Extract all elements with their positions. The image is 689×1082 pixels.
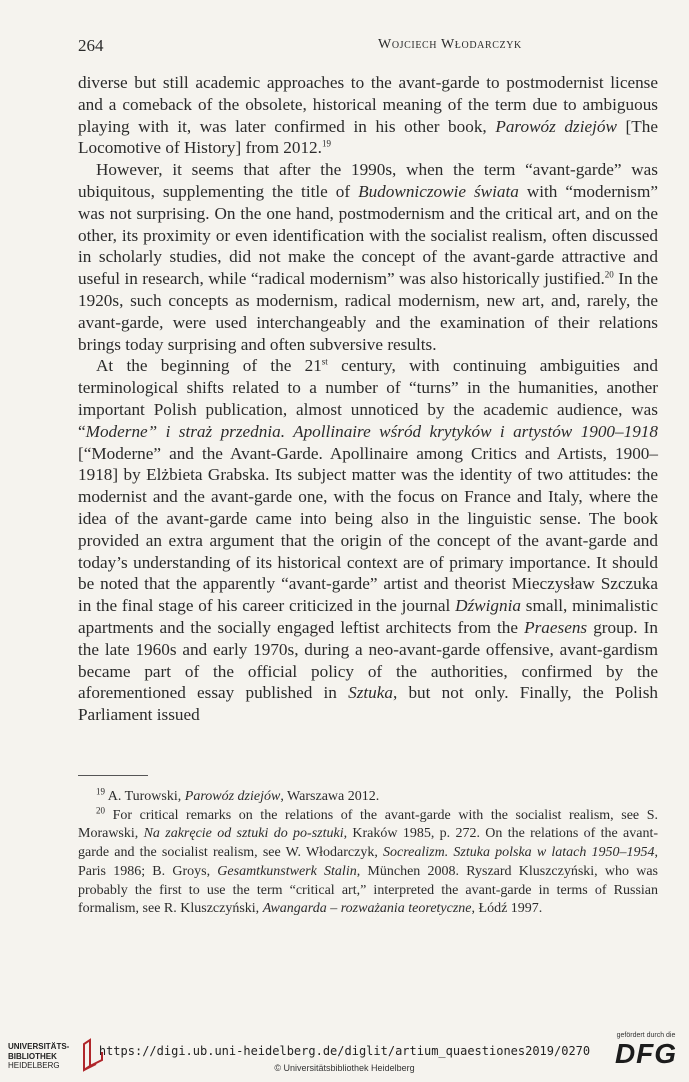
text-run: , Paris 1986; B. Groys,	[78, 845, 658, 879]
footnote-marker: 20	[96, 805, 105, 816]
running-header	[78, 36, 659, 58]
library-logo-line-3: HEIDELBERG	[8, 1061, 60, 1070]
dfg-logo	[611, 1032, 681, 1076]
funder-name: DFG	[614, 1038, 678, 1069]
italic-title: Sztuka	[348, 683, 393, 703]
footnote-marker: 19	[96, 786, 105, 797]
text-run: with “modernism” was not surprising. On the one hand, postmodernism and the critical art, and on the other, its proximity or even identification with the socialist realism, often discussed in scholarly studies, did not make the concept of the avant-garde attractive and useful in research, while “radical modernism” was also historically justified.	[78, 181, 658, 289]
paragraph-2	[78, 159, 658, 355]
italic-title: Na zakręcie od sztuki do po-sztuki	[143, 826, 344, 842]
paragraph-1	[78, 72, 658, 159]
text-run: , Warszawa 2012.	[280, 789, 380, 804]
footnote-separator	[78, 775, 148, 776]
library-logo-line-2: BIBLIOTHEK	[8, 1051, 57, 1061]
text-run: [The Locomotive of History] from 2012.	[78, 116, 658, 158]
running-head-author: Wojciech Włodarczyk	[378, 37, 522, 52]
footnote-1	[78, 788, 658, 807]
italic-title: Socrealizm. Sztuka polska w latach 1950–1954	[383, 845, 655, 861]
page-number: 264	[78, 36, 104, 55]
text-run: , Łódź 1997.	[471, 901, 543, 917]
text-run: group. In the late 1960s and early 1970s, during a neo-avant-garde offensive, avant-gardism became part of the official policy of the authorities, confirmed by the aforementioned essay published in	[78, 617, 658, 703]
italic-title: Praesens	[524, 617, 588, 637]
text-run: A. Turowski,	[105, 789, 185, 804]
text-run: , but not only. Finally, the Polish Parliament issued	[78, 683, 658, 725]
source-url[interactable]: https://digi.ub.uni-heidelberg.de/diglit/artium_quaestiones2019/0270	[98, 1044, 591, 1058]
footnote-marker: st	[321, 356, 328, 367]
library-logo-line-1: UNIVERSITÄTS-	[8, 1042, 70, 1051]
paragraph-3	[78, 355, 658, 726]
footnote-marker: 20	[604, 269, 614, 280]
text-run: diverse but still academic approaches to the avant-garde to postmodernist license and a comeback of the obsolete, historical meaning of the term due to ambiguous playing with it, was later confirmed in his other book,	[78, 73, 658, 136]
text-run: small, minimalistic apartments and the socially engaged leftist architects from the	[78, 596, 659, 637]
italic-title: Parowóz dziejów	[495, 116, 617, 136]
footnotes	[78, 788, 658, 919]
text-run: In the 1920s, such concepts as modernism, radical modernism, new art, and, rarely, the avant-garde, were used interchangeably and the examination of their relations brings today surprising and often subversive results.	[78, 269, 658, 354]
text-run: , Kraków 1985, p. 272. On the relations of the avant-garde and the socialist realism, see W. Włodarczyk,	[78, 826, 659, 861]
text-run: , München 2008. Ryszard Kluszczyński, who was probably the first to use the term “critical art,” interpreted the avant-garde in terms of Russian formalism, see R. Kluszczyński,	[78, 863, 658, 917]
funder-note: gefördert durch die	[616, 1032, 676, 1039]
footnote-2	[78, 807, 658, 919]
italic-title: Awangarda – rozważania teoretyczne	[262, 901, 472, 917]
page-footer	[0, 1028, 689, 1082]
text-run: For critical remarks on the relations of the avant-garde with the socialist realism, see S. Morawski,	[78, 807, 658, 842]
text-run: At the beginning of the 21	[96, 356, 322, 376]
main-text	[78, 72, 658, 726]
italic-title: Budowniczowie świata	[358, 181, 519, 201]
italic-title: Parowóz dziejów	[184, 789, 281, 804]
text-run: However, it seems that after the 1990s, when the term “avant-garde” was ubiquitous, supplementing the title of	[78, 160, 658, 201]
italic-title: Moderne” i straż przednia. Apollinaire wśród krytyków i artystów 1900–1918	[85, 421, 658, 441]
italic-title: Dźwignia	[455, 596, 521, 616]
text-run: [“Moderne” and the Avant-Garde. Apollinaire among Critics and Artists, 1900–1918] by Elżbieta Grabska. Its subject matter was the identity of two attitudes: the modernist and the avant-garde one, with the focus on France and Italy, where the idea of the avant-garde came into being also in the linguistic sense. The book provided an extra argument that the origin of the concept of the avant-garde and today’s understanding of its historical context are of primary importance. It should be noted that the apparently “avant-garde” artist and theorist Mieczysław Szczuka in the final stage of his career criticized in the journal	[78, 443, 658, 616]
copyright-note: © Universitätsbibliothek Heidelberg	[274, 1063, 415, 1073]
italic-title: Gesamtkunstwerk Stalin	[217, 863, 357, 879]
footnote-marker: 19	[321, 138, 331, 149]
text-run: century, with continuing ambiguities and terminological shifts related to a number of “turns” in the humanities, another important Polish publication, almost unnoticed by the academic audience, was “	[78, 356, 658, 441]
